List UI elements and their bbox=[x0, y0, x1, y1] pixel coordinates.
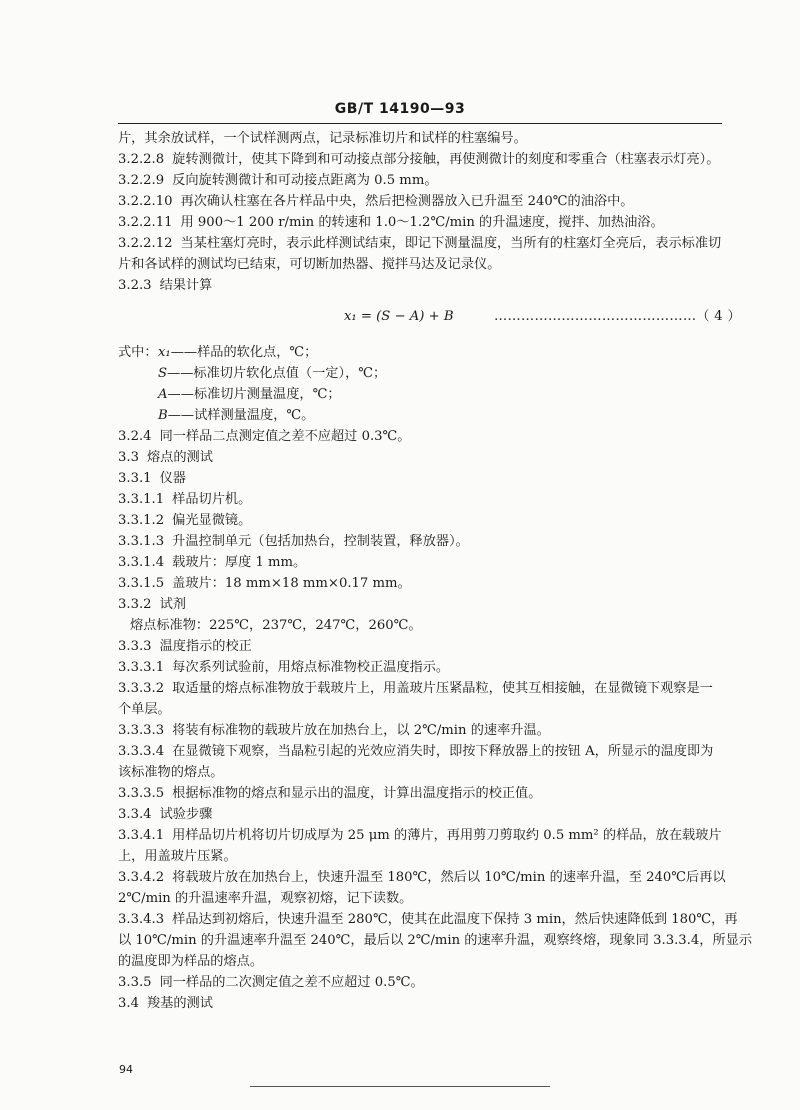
text-line bbox=[118, 804, 726, 825]
clause-number: 3.3 bbox=[118, 450, 139, 465]
clause-text: 熔点标准物：225℃，237℃，247℃，260℃。 bbox=[130, 618, 422, 633]
text-line bbox=[118, 254, 726, 275]
text-line bbox=[118, 783, 726, 804]
clause-text: 片和各试样的测试均已结束，可切断加热器、搅拌马达及记录仪。 bbox=[118, 257, 501, 272]
clause-number: 3.4 bbox=[118, 996, 139, 1011]
symbol-definition bbox=[118, 384, 726, 405]
text-line bbox=[118, 128, 726, 149]
text-line bbox=[118, 170, 726, 191]
clause-text: 再次确认柱塞在各片样品中央，然后把检测器放入已升温至 240℃的油浴中。 bbox=[180, 194, 634, 209]
clause-text: 仪器 bbox=[159, 471, 186, 486]
text-line bbox=[118, 552, 726, 573]
clause-text: 反向旋转测微计和可动接点距离为 0.5 mm。 bbox=[172, 173, 438, 188]
text-line bbox=[118, 531, 726, 552]
clause-text: 根据标准物的熔点和显示出的温度，计算出温度指示的校正值。 bbox=[172, 786, 542, 801]
clause-text: 温度指示的校正 bbox=[159, 639, 252, 654]
text-line bbox=[118, 447, 726, 468]
clause-text: 升温控制单元（包括加热台，控制装置，释放器）。 bbox=[172, 534, 469, 549]
formula-number: ………………………………………（ 4 ） bbox=[494, 309, 741, 324]
text-line bbox=[118, 951, 726, 972]
symbol-definition bbox=[118, 405, 726, 426]
symbol-definition bbox=[118, 342, 726, 363]
clause-number: 3.3.3 bbox=[118, 639, 152, 654]
clause-text: 个单层。 bbox=[118, 702, 171, 717]
page-header: GB/T 14190—93 bbox=[334, 101, 466, 117]
text-line bbox=[118, 636, 726, 657]
clause-text: 当某柱塞灯亮时，表示此样测试结束，即记下测量温度，当所有的柱塞灯全亮后，表示标准切 bbox=[180, 236, 722, 251]
symbol-description: ——样品的软化点，℃； bbox=[170, 345, 318, 360]
symbol: A bbox=[158, 387, 168, 402]
clause-text: 盖玻片：18 mm×18 mm×0.17 mm。 bbox=[172, 576, 411, 591]
symbol-description: ——标准切片软化点值（一定），℃； bbox=[167, 366, 387, 381]
clause-text: 试剂 bbox=[159, 597, 186, 612]
text-line bbox=[118, 212, 726, 233]
clause-number: 3.2.3 bbox=[118, 278, 152, 293]
clause-text: 羧基的测试 bbox=[146, 996, 213, 1011]
clause-text: 上，用盖玻片压紧。 bbox=[118, 849, 237, 864]
clause-number: 3.2.2.12 bbox=[118, 236, 173, 251]
text-line bbox=[118, 699, 726, 720]
text-line bbox=[118, 678, 726, 699]
clause-text: 该标准物的熔点。 bbox=[118, 765, 224, 780]
clause-number: 3.3.4.3 bbox=[118, 912, 165, 927]
text-line bbox=[118, 573, 726, 594]
clause-number: 3.3.1.4 bbox=[118, 555, 165, 570]
text-line bbox=[118, 909, 738, 930]
clause-number: 3.3.4.2 bbox=[118, 870, 165, 885]
clause-number: 3.2.2.10 bbox=[118, 194, 173, 209]
clause-number: 3.3.3.3 bbox=[118, 723, 165, 738]
clause-text: 用 900～1 200 r/min 的转速和 1.0～1.2℃/min 的升温速度，搅拌、加热油浴。 bbox=[180, 215, 664, 230]
clause-text: 将装有标准物的载玻片放在加热台上，以 2℃/min 的速率升温。 bbox=[172, 723, 550, 738]
clause-number: 3.3.4 bbox=[118, 807, 152, 822]
text-line bbox=[118, 825, 726, 846]
text-line bbox=[118, 762, 726, 783]
text-line bbox=[118, 720, 726, 741]
clause-text: 旋转测微计，使其下降到和可动接点部分接触，再使测微计的刻度和零重合（柱塞表示灯亮）。 bbox=[172, 152, 720, 167]
clause-text: 试验步骤 bbox=[159, 807, 213, 822]
text-line bbox=[118, 741, 726, 762]
clause-text: 熔点的测试 bbox=[146, 450, 213, 465]
text-line bbox=[118, 993, 726, 1014]
text-line bbox=[118, 846, 726, 867]
text-line bbox=[118, 149, 726, 170]
clause-text: 同一样品的二次测定值之差不应超过 0.5℃。 bbox=[159, 975, 424, 990]
clause-text: 同一样品二点测定值之差不应超过 0.3℃。 bbox=[159, 429, 411, 444]
section-3-2-4-to-3-4 bbox=[118, 426, 753, 1014]
clause-text: 2℃/min 的升温速率升温，观察初熔，记下读数。 bbox=[118, 891, 413, 906]
text-line bbox=[118, 275, 726, 296]
section-3-2-2 bbox=[118, 128, 726, 296]
symbol-lead: 式中： bbox=[118, 345, 158, 360]
clause-number: 3.2.4 bbox=[118, 429, 152, 444]
clause-text: 以 10℃/min 的升温速率升温至 240℃，最后以 2℃/min 的速率升温，观察终熔，现象同 3.3.3.4，所显示 bbox=[118, 933, 753, 948]
text-line bbox=[118, 615, 726, 636]
text-line bbox=[118, 426, 726, 447]
clause-number: 3.3.3.2 bbox=[118, 681, 165, 696]
footer-rule bbox=[250, 1086, 550, 1087]
clause-text: 在显微镜下观察，当晶粒引起的光效应消失时，即按下释放器上的按钮 A，所显示的温度即为 bbox=[172, 744, 714, 759]
clause-number: 3.2.2.9 bbox=[118, 173, 165, 188]
clause-text: 样品达到初熔后，快速升温至 280℃，使其在此温度下保持 3 min，然后快速降低到 180℃，再 bbox=[172, 912, 738, 927]
text-line bbox=[118, 468, 726, 489]
clause-number: 3.3.1 bbox=[118, 471, 152, 486]
clause-number: 3.3.2 bbox=[118, 597, 152, 612]
symbol-definitions bbox=[118, 342, 726, 426]
clause-number: 3.2.2.8 bbox=[118, 152, 165, 167]
text-line bbox=[118, 930, 753, 951]
text-line bbox=[118, 867, 726, 888]
text-line bbox=[118, 191, 726, 212]
text-line bbox=[118, 233, 726, 254]
clause-number: 3.3.3.5 bbox=[118, 786, 165, 801]
symbol: x₁ bbox=[158, 345, 171, 360]
clause-number: 3.3.3.4 bbox=[118, 744, 165, 759]
page-number: 94 bbox=[119, 1063, 133, 1076]
clause-number: 3.2.2.11 bbox=[118, 215, 173, 230]
document-body bbox=[118, 128, 753, 1014]
clause-number: 3.3.1.2 bbox=[118, 513, 165, 528]
symbol: S bbox=[158, 366, 168, 381]
formula-4 bbox=[118, 296, 741, 342]
clause-number: 3.3.1.5 bbox=[118, 576, 165, 591]
clause-text: 样品切片机。 bbox=[172, 492, 252, 507]
clause-text: 偏光显微镜。 bbox=[172, 513, 252, 528]
clause-number: 3.3.4.1 bbox=[118, 828, 165, 843]
text-line bbox=[118, 489, 726, 510]
clause-text: 取适量的熔点标准物放于载玻片上，用盖玻片压紧晶粒，使其互相接触，在显微镜下观察是一 bbox=[172, 681, 713, 696]
text-line bbox=[118, 657, 726, 678]
symbol-description: ——标准切片测量温度，℃； bbox=[167, 387, 341, 402]
symbol: B bbox=[158, 408, 168, 423]
symbol-definition bbox=[118, 363, 726, 384]
text-line bbox=[118, 510, 726, 531]
text-line bbox=[118, 972, 726, 993]
clause-text: 载玻片：厚度 1 mm。 bbox=[172, 555, 307, 570]
text-line bbox=[118, 594, 726, 615]
symbol-description: ——试样测量温度，℃。 bbox=[167, 408, 315, 423]
text-line bbox=[118, 888, 726, 909]
clause-number: 3.3.5 bbox=[118, 975, 152, 990]
clause-text: 用样品切片机将切片切成厚为 25 μm 的薄片，再用剪刀剪取约 0.5 mm² 的样品，放在载玻片 bbox=[172, 828, 722, 843]
clause-text: 片，其余放试样，一个试样测两点，记录标准切片和试样的柱塞编号。 bbox=[118, 131, 527, 146]
clause-text: 结果计算 bbox=[159, 278, 213, 293]
clause-text: 将载玻片放在加热台上，快速升温至 180℃，然后以 10℃/min 的速率升温，至 240℃后再以 bbox=[172, 870, 726, 885]
clause-number: 3.3.3.1 bbox=[118, 660, 165, 675]
clause-number: 3.3.1.1 bbox=[118, 492, 165, 507]
clause-number: 3.3.1.3 bbox=[118, 534, 165, 549]
clause-text: 的温度即为样品的熔点。 bbox=[118, 954, 264, 969]
clause-text: 每次系列试验前，用熔点标准物校正温度指示。 bbox=[172, 660, 450, 675]
formula-expression: x₁ = (S − A) + B bbox=[344, 309, 454, 324]
header-rule bbox=[118, 123, 722, 124]
